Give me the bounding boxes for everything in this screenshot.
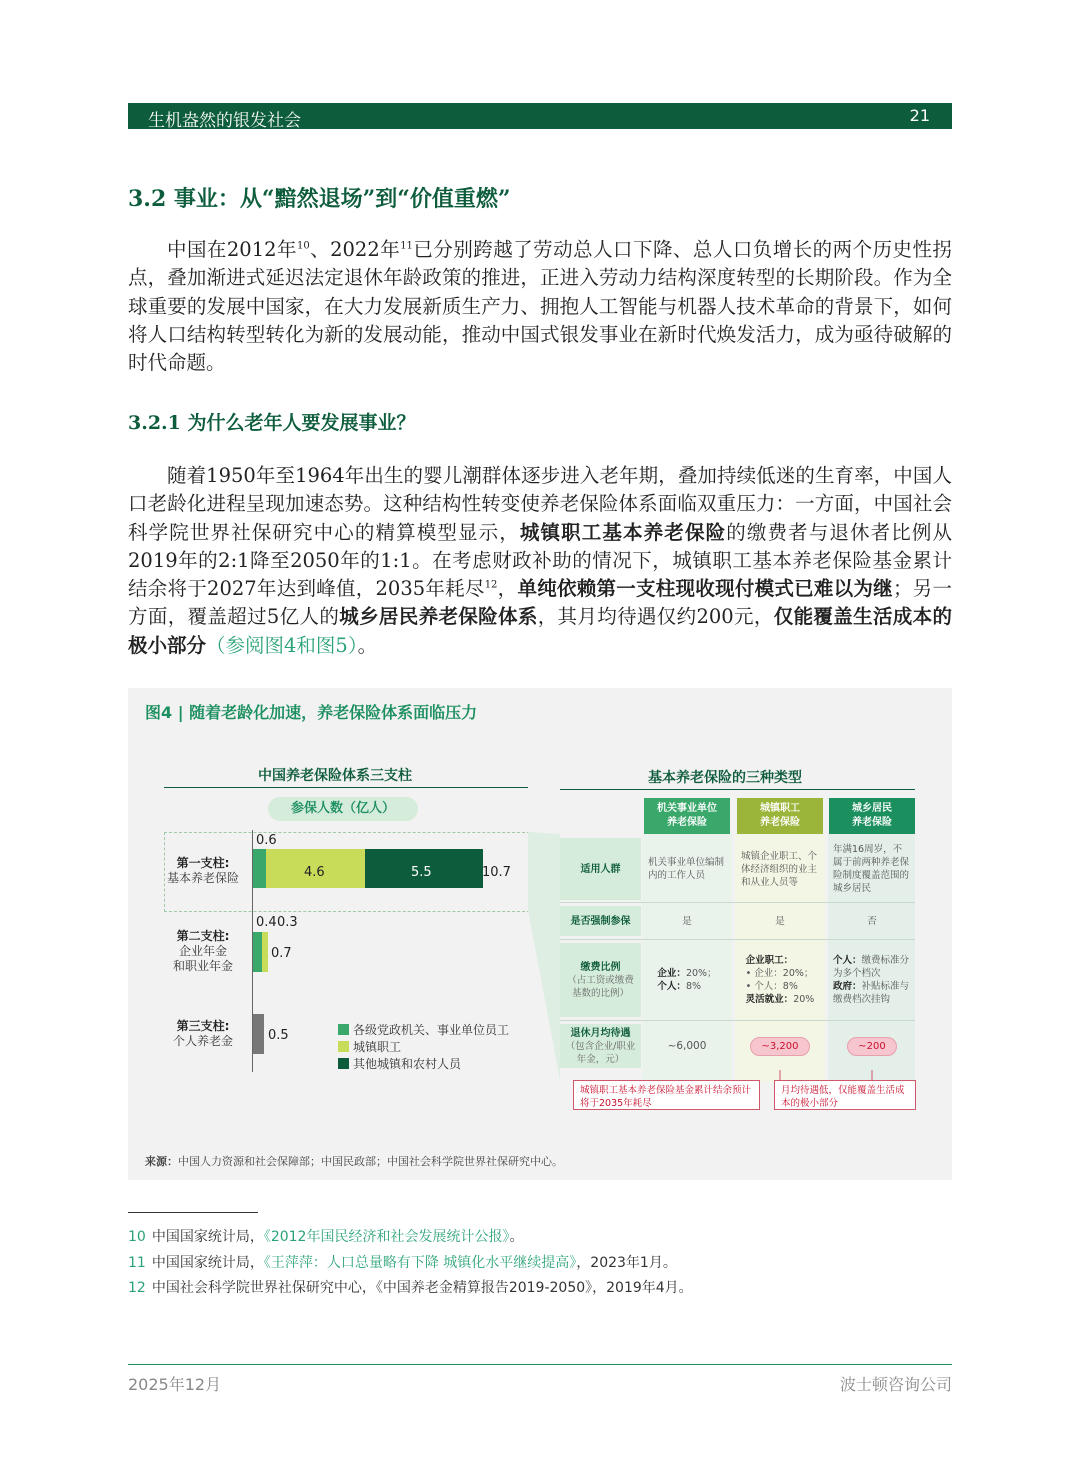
para2-text-5: ，其月均待遇仅约200元， [537, 605, 774, 629]
footnote-link[interactable]: 《2012年国民经济和社会发展统计公报》 [263, 1229, 510, 1245]
r3c2-cv: 20% [793, 994, 815, 1005]
note-rural-low-benefit: 月均待遇低，仅能覆盖生活成本的极小部分 [774, 1080, 916, 1110]
para2-text-6: 。 [357, 633, 378, 657]
para1-text-a: 中国在2012年 [167, 238, 297, 261]
para2-bold-1: 城镇职工基本养老保险 [519, 520, 727, 544]
legend-swatch [338, 1024, 349, 1035]
para1-text-c: 已分别跨越了劳动总人口下降、总人口负增长的两个历史性拐点，叠加渐进式延迟法定退休年龄政策的推进，正进入劳动力结构深度转型的长期阶段。作为全球重要的发展中国家，在大力发展新质生产力、拥抱人工智能与机器人技术革命的背景下，如何将人口结构转型转化为新的发展动能，推动中国式银发事业在新时代焕发活力，成为亟待破解的时代命题。 [128, 238, 952, 375]
footnote-ref-10: 10 [296, 240, 310, 252]
legend-label: 其他城镇和农村人员 [353, 1057, 462, 1071]
col1-l1: 机关事业单位 [657, 803, 717, 814]
chart-legend [338, 1022, 509, 1073]
pillar-1-label [164, 856, 242, 886]
figure-title: 图4 | 随着老龄化加速，养老保险体系面临压力 [145, 703, 478, 722]
legend-item [338, 1022, 509, 1039]
footer-rule [128, 1364, 952, 1365]
col-header-2 [737, 798, 823, 834]
label-p3-a: 0.5 [268, 1028, 289, 1043]
r3c2-h: 企业职工： [745, 955, 794, 966]
figure-reference-link[interactable]: （参阅图4和图5） [206, 633, 358, 657]
paragraph-1 [128, 236, 952, 377]
footnote-link[interactable]: 《王萍萍：人口总量略有下降 城镇化水平继续提高》 [263, 1254, 577, 1271]
r2-c3: 否 [867, 915, 877, 927]
col3-l2: 养老保险 [852, 817, 892, 828]
row-head-population [560, 838, 641, 900]
left-chart-title: 中国养老保险体系三支柱 [258, 768, 412, 784]
source-text: 中国人力资源和社会保障部；中国民政部；中国社会科学院世界社保研究中心。 [178, 1155, 563, 1168]
r3c1-bv: 8% [685, 981, 702, 992]
row1-head: 适用人群 [580, 863, 621, 875]
section-heading: 3.2 事业：从“黯然退场”到“价值重燃” [128, 186, 511, 212]
footnote-number: 12 [128, 1280, 146, 1296]
bar-pillar1-gov [253, 849, 266, 888]
pillar-1-sub: 基本养老保险 [166, 871, 239, 885]
pillar-2-sub2: 和职业年金 [172, 959, 233, 973]
footnote-text: ，2023年1月。 [576, 1254, 677, 1271]
row3-head: 缴费比例 [580, 961, 621, 973]
unit-pill: 参保人数（亿人） [268, 797, 418, 821]
footnote-10 [128, 1225, 693, 1251]
para2-text-4: ；另一方面，覆盖超过5亿人的 [128, 577, 952, 629]
footnote-text: 中国社会科学院世界社保研究中心，《中国养老金精算报告2019-2050》，2019年4月。 [151, 1280, 693, 1296]
row-divider [560, 1020, 915, 1021]
col2-l1: 城镇职工 [760, 803, 800, 814]
r3-c1 [644, 943, 730, 1017]
benefit-oval-rural: ~200 [847, 1037, 896, 1056]
row3-head-small: （占工资或缴费基数的比例） [567, 974, 634, 999]
figure-source [145, 1153, 563, 1169]
pillar-2-label [158, 929, 248, 974]
footnotes [128, 1225, 693, 1302]
footnote-number: 11 [128, 1254, 146, 1271]
row4-head: 退休月均待遇 [570, 1027, 631, 1039]
connector-wedge [528, 832, 560, 1082]
r3c1-av: 20%； [685, 968, 717, 979]
footnote-12 [128, 1276, 693, 1302]
header-bar [128, 103, 952, 129]
bar-pillar2-gov [253, 932, 262, 972]
note-urban-depletion: 城镇职工基本养老保险基金累计结余预计将于2035年耗尽 [573, 1080, 760, 1110]
row-head-benefit [560, 1024, 641, 1068]
pillar-3-sub: 个人养老金 [172, 1034, 233, 1048]
footer-date: 2025年12月 [128, 1375, 222, 1394]
r3-c2 [737, 943, 823, 1017]
col-header-1 [644, 798, 730, 834]
label-p2-a: 0.4 [256, 915, 277, 930]
r3c3-a: 个人： [833, 955, 862, 966]
legend-label: 城镇职工 [353, 1040, 402, 1054]
legend-swatch [338, 1041, 349, 1052]
footnote-rule [128, 1212, 258, 1213]
row4-head-small: （包含企业/职业年金，元） [565, 1040, 636, 1065]
bar-pillar3-personal [253, 1014, 264, 1054]
page-number: 21 [909, 106, 930, 125]
para2-bold-3: 城乡居民养老保险体系 [339, 605, 538, 629]
benefit-oval-urban: ~3,200 [750, 1037, 809, 1056]
legend-item [338, 1056, 509, 1073]
source-label: 来源： [145, 1155, 178, 1168]
r1-c2: 城镇企业职工、个体经济组织的业主和从业人员等 [741, 850, 818, 888]
para2-bold-2: 单纯依赖第一支柱现收现付模式已难以为继 [517, 577, 893, 601]
r2-c2: 是 [775, 915, 785, 927]
col-header-3 [829, 798, 915, 834]
footnote-ref-11: 11 [400, 240, 413, 252]
label-p1-total: 10.7 [482, 865, 511, 880]
row2-head: 是否强制参保 [570, 915, 631, 927]
footnote-ref-12: 12 [484, 579, 498, 591]
legend-item [338, 1039, 509, 1056]
row-head-contribution [560, 943, 641, 1017]
footnote-text: 。 [509, 1229, 524, 1245]
pillar-3-label [164, 1019, 242, 1049]
figure-4 [128, 688, 952, 1180]
r2-c1: 是 [682, 915, 692, 927]
col2-l2: 养老保险 [760, 817, 800, 828]
pillar-2-sub: 企业年金 [178, 944, 227, 958]
label-p2-b: 0.3 [277, 915, 298, 930]
r4-c3 [829, 1024, 915, 1068]
r3c1-b: 个人： [657, 981, 686, 992]
right-table-title: 基本养老保险的三种类型 [648, 770, 802, 786]
row-divider [560, 939, 915, 940]
para1-text-b: 、2022年 [309, 238, 401, 261]
r3-c3 [829, 943, 915, 1017]
r1-c3: 年满16周岁，不属于前两种养老保险制度覆盖范围的城乡居民 [833, 844, 910, 894]
pillar-1-title: 第一支柱: [176, 856, 230, 870]
pillar-2-title: 第二支柱: [176, 929, 230, 943]
pillar-3-title: 第三支柱: [176, 1019, 230, 1033]
label-p1-c: 5.5 [411, 865, 432, 880]
para2-bold-4: 仅能覆盖生活成本的极小部分 [128, 605, 952, 657]
para2-text-1: 随着1950年至1964年出生的婴儿潮群体逐步进入老年期，叠加持续低迷的生育率，中国人口老龄化进程呈现加速态势。这种结构性转变使养老保险体系面临双重压力：一方面，中国社会科学院世界社保研究中心的精算模型显示， [128, 464, 952, 544]
col1-l2: 养老保险 [667, 817, 707, 828]
subsection-heading: 3.2.1 为什么老年人要发展事业？ [128, 412, 416, 434]
footnote-text: 中国国家统计局， [151, 1229, 264, 1245]
r3c2-c: 灵活就业： [745, 994, 794, 1005]
header-title: 生机盎然的银发社会 [148, 111, 301, 131]
label-p1-b: 4.6 [304, 865, 325, 880]
legend-label: 各级党政机关、事业单位员工 [353, 1023, 510, 1037]
r3c3-av: 缴费标准分为多个档次 [833, 955, 910, 979]
r3c1-a: 企业： [657, 968, 686, 979]
r3c3-bv: 补贴标准与缴费档次挂钩 [833, 981, 910, 1005]
r1-c1: 机关事业单位编制内的工作人员 [648, 857, 725, 881]
paragraph-2 [128, 462, 952, 660]
footer-company: 波士顿咨询公司 [839, 1375, 952, 1394]
para2-text-3: ， [497, 577, 518, 601]
footnote-number: 10 [128, 1229, 146, 1245]
r3c2-b: • 个人：8% [745, 981, 798, 992]
col3-l1: 城乡居民 [852, 803, 892, 814]
label-p2-total: 0.7 [271, 946, 292, 961]
legend-swatch [338, 1058, 349, 1069]
r4-c2 [737, 1024, 823, 1068]
footnote-11 [128, 1251, 693, 1277]
row-divider [560, 902, 915, 903]
label-p1-a: 0.6 [256, 833, 277, 848]
right-title-rule [560, 789, 915, 790]
bar-pillar2-urban [262, 932, 268, 972]
footnote-text: 中国国家统计局， [151, 1254, 264, 1271]
para2-text-2: 的缴费者与退休者比例从2019年的2:1降至2050年的1:1。在考虑财政补助的情况下，城镇职工基本养老保险基金累计结余将于2027年达到峰值，2035年耗尽 [128, 520, 952, 601]
left-title-rule [164, 787, 528, 788]
r3c2-a: • 企业：20%； [745, 968, 814, 979]
row-head-mandatory [560, 906, 641, 936]
r4-c1: ~6,000 [667, 1039, 707, 1052]
r3c3-b: 政府： [833, 981, 862, 992]
